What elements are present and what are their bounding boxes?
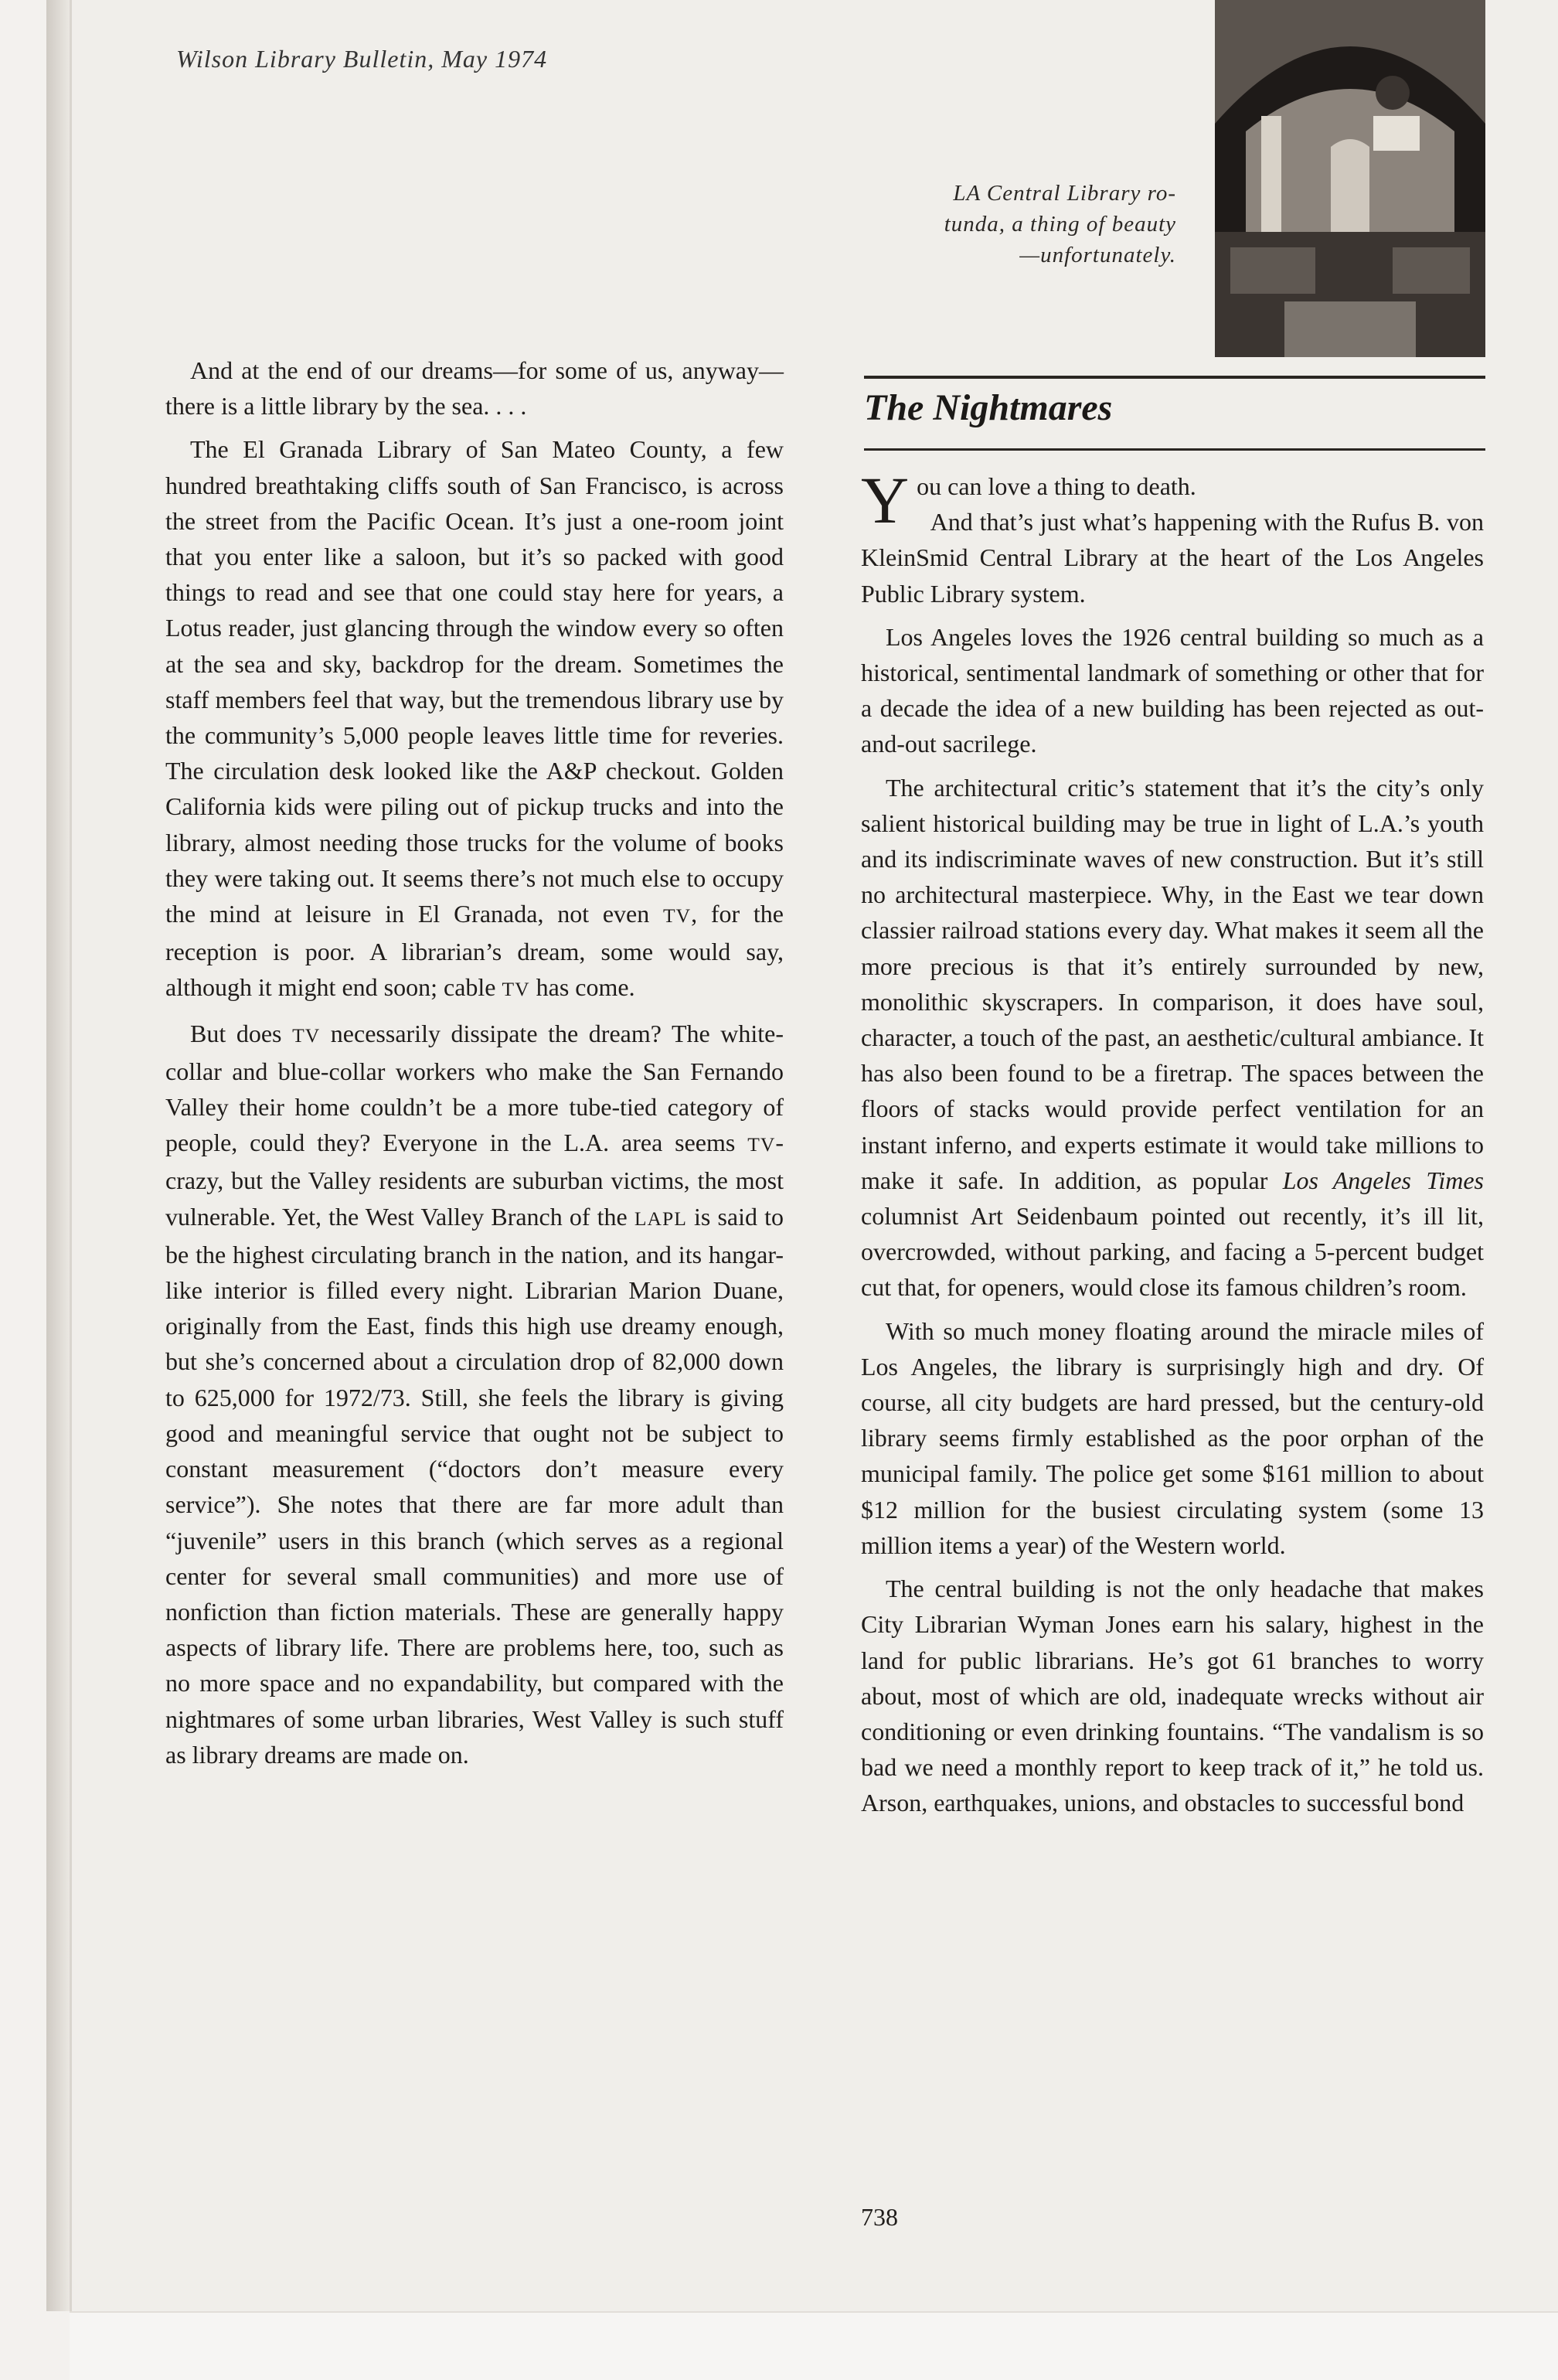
left-column (165, 352, 784, 1780)
page-bottom-edge (70, 2311, 1558, 2380)
drop-cap: Y (861, 463, 910, 537)
caption-line-1: LA Central Library ro- (953, 181, 1176, 206)
running-head: Wilson Library Bulletin, May 1974 (176, 45, 548, 73)
paragraph: You can love a thing to death. And that’s just what’s happening with the Rufus B. von KleinSmid Central Library at the heart of the Los Angeles Public Library system. (861, 463, 1484, 608)
paragraph: With so much money floating around the miracle miles of Los Angeles, the library is surprisingly high and dry. Of course, all city budgets are hard pressed, but the century-old library seems firmly established as the poor orphan of the municipal family. The police get some $161 million to about $12 million for the busiest circulating system (some 13 million items a year) of the Western world. (861, 1316, 1484, 1559)
photo-caption (873, 178, 1176, 271)
section-rule-top (864, 376, 1485, 379)
paragraph: The central building is not the only headache that makes City Librarian Wyman Jones earn his salary, highest in the land for public librarians. He’s got 61 branches to worry about, most of which are old, inadequate wrecks without air conditioning or even drinking fountains. “The vandalism is so bad we need a monthly report to keep track of it,” he told us. Arson, earthquakes, unions, and obstacles to successful bond (861, 1575, 1484, 1817)
paragraph: The El Granada Library of San Mateo County, a few hundred breathtaking cliffs south of San Francisco, is across the street from the Pacific Ocean. It’s just a one-room joint that you enter like a saloon, but it’s so packed with good things to read and see that one could stay here for years, a Lotus reader, just glancing through the window every so often at the sea and sky, backdrop for the dream. Sometimes the staff members feel that way, but the tremendous library use by the community’s 5,000 people leaves little time for reveries. The circulation desk looked like the A&P checkout. Golden California kids were piling out of pickup trucks and into the library, almost needing those trucks for the volume of books they were taking out. It seems there’s not much else to occupy the mind at leisure in El Granada, not even TV, for the reception is poor. A librarian’s dream, some would say, although it might end soon; cable TV has come. (165, 435, 784, 1002)
paragraph: And at the end of our dreams—for some of us, anyway—there is a little library by the sea. . . . (165, 356, 784, 421)
paragraph: But does TV necessarily dissipate the dream? The white-collar and blue-collar workers who make the San Fernando Valley their home couldn’t be a more tube-tied category of people, could they? Everyone in the L.A. area seems TV-crazy, but the Valley residents are suburban victims, the most vulnerable. Yet, the West Valley Branch of the LAPL is said to be the highest circulating branch in the nation, and its hangar-like interior is filled every night. Librarian Marion Duane, originally from the East, finds this high use dreamy enough, but she’s concerned about a circulation drop of 82,000 down to 625,000 for 1972/73. Still, she feels the library is giving good and meaningful service that ought not be subject to constant measurement (“doctors don’t measure every service”). She notes that there are far more adult than “juvenile” users in this branch (which serves as a regional center for several small communities) and more use of nonfiction than fiction materials. These are generally happy aspects of library life. There are problems here, too, such as no more space and no expandability, but compared with the nightmares of some urban libraries, West Valley is such stuff as library dreams are made on. (165, 1019, 784, 1769)
caption-line-3: —unfortunately. (1019, 243, 1176, 267)
library-rotunda-photo (1215, 0, 1485, 357)
right-column (861, 463, 1484, 1829)
binding-shadow (46, 0, 71, 2311)
rotunda-illustration (1215, 0, 1485, 357)
paragraph: The architectural critic’s statement that it’s the city’s only salient historical building may be true in light of L.A.’s youth and its indiscriminate waves of new construction. But it’s still no architectural masterpiece. Why, in the East we tear down classier railroad stations every day. What makes it seem all the more precious is that it’s entirely surrounded by new, monolithic skyscrapers. In comparison, it does have soul, character, a touch of the past, an aesthetic/cultural ambiance. It has also been found to be a firetrap. The spaces between the floors of stacks would provide perfect ventilation for an instant inferno, and experts estimate it would take millions to make it safe. In addition, as popular Los Angeles Times columnist Art Seidenbaum pointed out recently, it’s ill lit, overcrowded, without parking, and facing a 5-percent budget cut that, for openers, would close its famous children’s room. (861, 773, 1484, 1302)
caption-line-2: tunda, a thing of beauty (944, 212, 1176, 237)
paragraph: Los Angeles loves the 1926 central building so much as a historical, sentimental landmark of something or other that for a decade the idea of a new building has been rejected as out-and-out sacrilege. (861, 622, 1484, 758)
page-number: 738 (861, 2203, 898, 2231)
section-rule-bottom (864, 448, 1485, 451)
section-title: The Nightmares (864, 387, 1113, 428)
